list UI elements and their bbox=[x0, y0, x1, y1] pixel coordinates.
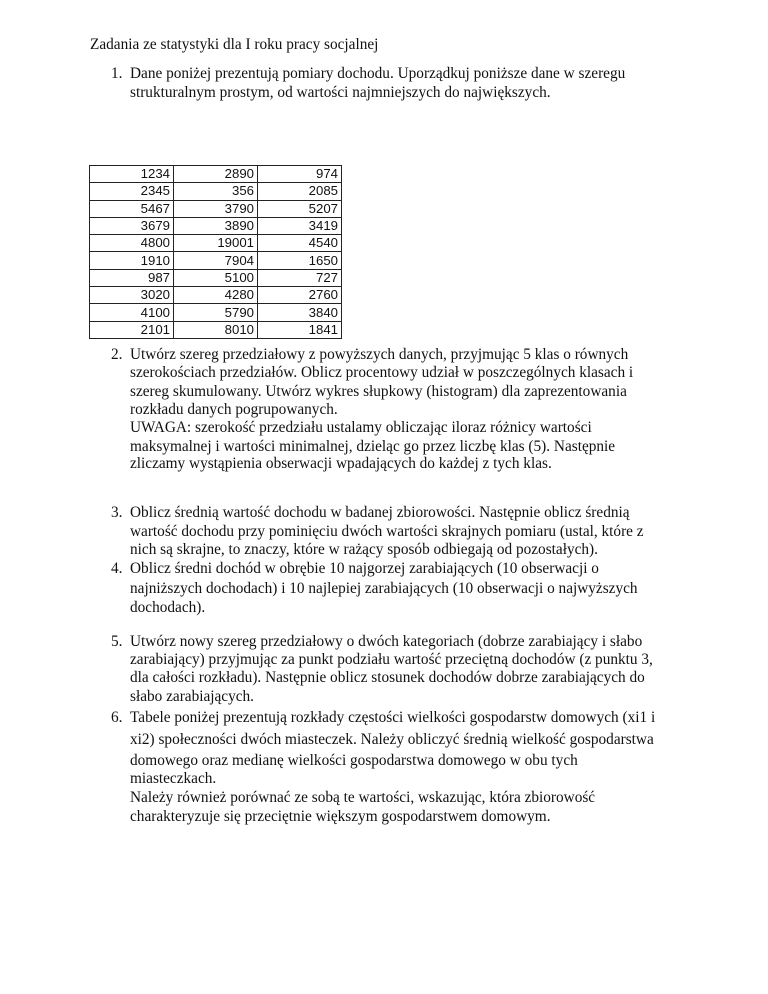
task-number: 1. bbox=[111, 65, 123, 82]
table-row bbox=[90, 200, 342, 217]
table-cell: 4280 bbox=[174, 287, 258, 304]
table-cell: 4540 bbox=[258, 235, 342, 252]
task-text-line: dla całości rozkładu). Następnie oblicz stosunek dochodów dobrze zarabiających do bbox=[130, 669, 645, 686]
table-cell: 4800 bbox=[90, 235, 174, 252]
task-text-line: najniższych dochodach) i 10 najlepiej zarabiających (10 obserwacji o najwyższych bbox=[130, 580, 638, 597]
table-cell: 3890 bbox=[174, 217, 258, 234]
table-cell: 19001 bbox=[174, 235, 258, 252]
task-text-line: Tabele poniżej prezentują rozkłady częstości wielkości gospodarstw domowych (xi1 i bbox=[130, 709, 656, 726]
task-text-line: miasteczkach. bbox=[130, 770, 217, 787]
task-text-line: maksymalnej i wartości minimalnej, dzieląc go przez liczbę klas (5). Następnie bbox=[130, 438, 616, 455]
table-cell: 2890 bbox=[174, 166, 258, 183]
table-cell: 4100 bbox=[90, 304, 174, 321]
table-cell: 3840 bbox=[258, 304, 342, 321]
task-text-line: Dane poniżej prezentują pomiary dochodu. Uporządkuj poniższe dane w szeregu bbox=[130, 65, 626, 82]
task-text-line: Utwórz szereg przedziałowy z powyższych danych, przyjmując 5 klas o równych bbox=[130, 346, 629, 363]
table-cell: 974 bbox=[258, 166, 342, 183]
task-text-line: wartość dochodu przy pominięciu dwóch wartości skrajnych pomiaru (ustal, które z bbox=[130, 523, 644, 540]
table-cell: 1841 bbox=[258, 321, 342, 338]
task-text-line: rozkładu danych pogrupowanych. bbox=[130, 401, 338, 418]
table-cell: 2345 bbox=[90, 183, 174, 200]
task-text-line: dochodach). bbox=[130, 599, 206, 616]
table-row bbox=[90, 304, 342, 321]
task-number: 2. bbox=[111, 346, 123, 363]
task-text-line: szerokościach przedziałów. Oblicz procentowy udział w poszczególnych klasach i bbox=[130, 364, 634, 381]
document-title: Zadania ze statystyki dla I roku pracy socjalnej bbox=[90, 36, 379, 53]
table-cell: 5100 bbox=[174, 269, 258, 286]
task-text-line: Należy również porównać ze sobą te wartości, wskazując, która zbiorowość bbox=[130, 789, 596, 806]
table-cell: 5790 bbox=[174, 304, 258, 321]
task-text-line: słabo zarabiających. bbox=[130, 688, 255, 705]
table-cell: 2101 bbox=[90, 321, 174, 338]
task-text-line: szereg skumulowany. Utwórz wykres słupkowy (histogram) dla zaprezentowania bbox=[130, 383, 627, 400]
task-text-line: domowego oraz medianę wielkości gospodarstwa domowego w obu tych bbox=[130, 752, 578, 769]
table-row bbox=[90, 252, 342, 269]
table-cell: 3419 bbox=[258, 217, 342, 234]
task-number: 4. bbox=[111, 560, 123, 577]
table-cell: 5207 bbox=[258, 200, 342, 217]
task-text-line: nich są skrajne, to znaczy, które w rażący sposób odbiegają od pozostałych). bbox=[130, 541, 598, 558]
table-cell: 1910 bbox=[90, 252, 174, 269]
task-text-line: zarabiający) przyjmując za punkt podziału wartość przeciętną dochodów (z punktu 3, bbox=[130, 651, 653, 668]
table-row bbox=[90, 287, 342, 304]
table-cell: 2085 bbox=[258, 183, 342, 200]
task-number: 5. bbox=[111, 633, 123, 650]
table-row bbox=[90, 166, 342, 183]
table-cell: 2760 bbox=[258, 287, 342, 304]
table-cell: 8010 bbox=[174, 321, 258, 338]
table-row bbox=[90, 217, 342, 234]
table-cell: 727 bbox=[258, 269, 342, 286]
table-cell: 356 bbox=[174, 183, 258, 200]
task-text-line: Oblicz średnią wartość dochodu w badanej zbiorowości. Następnie oblicz średnią bbox=[130, 504, 630, 521]
table-cell: 5467 bbox=[90, 200, 174, 217]
table-cell: 3020 bbox=[90, 287, 174, 304]
table-cell: 3790 bbox=[174, 200, 258, 217]
table-cell: 1234 bbox=[90, 166, 174, 183]
table-row bbox=[90, 183, 342, 200]
table-row bbox=[90, 235, 342, 252]
table-cell: 3679 bbox=[90, 217, 174, 234]
task-text-line: zliczamy wystąpienia obserwacji wpadających do każdej z tych klas. bbox=[130, 455, 552, 472]
table-row bbox=[90, 269, 342, 286]
table-cell: 987 bbox=[90, 269, 174, 286]
task-text-line: Utwórz nowy szereg przedziałowy o dwóch kategoriach (dobrze zarabiający i słabo bbox=[130, 633, 643, 650]
task-number: 6. bbox=[111, 709, 123, 726]
task-text-line: UWAGA: szerokość przedziału ustalamy obliczając iloraz różnicy wartości bbox=[130, 419, 592, 436]
task-text-line: xi2) społeczności dwóch miasteczek. Należy obliczyć średnią wielkość gospodarstwa bbox=[130, 731, 654, 748]
task-text-line: charakteryzuje się przeciętnie większym gospodarstwem domowym. bbox=[130, 808, 551, 825]
table-cell: 1650 bbox=[258, 252, 342, 269]
task-text-line: Oblicz średni dochód w obrębie 10 najgorzej zarabiających (10 obserwacji o bbox=[130, 560, 599, 577]
table-cell: 7904 bbox=[174, 252, 258, 269]
task-text-line: strukturalnym prostym, od wartości najmniejszych do największych. bbox=[130, 84, 551, 101]
income-table bbox=[89, 165, 342, 339]
table-row bbox=[90, 321, 342, 338]
task-number: 3. bbox=[111, 504, 123, 521]
